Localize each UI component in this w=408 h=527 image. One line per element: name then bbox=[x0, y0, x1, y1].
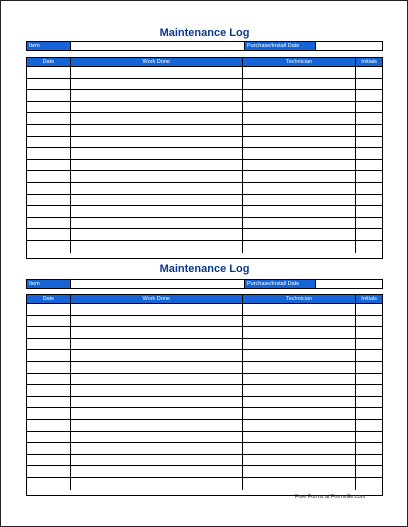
date-cell[interactable] bbox=[27, 397, 70, 408]
technician-cell[interactable] bbox=[242, 466, 355, 477]
work-done-cell[interactable] bbox=[70, 397, 242, 408]
technician-cell[interactable] bbox=[242, 316, 355, 327]
work-done-cell[interactable] bbox=[70, 339, 242, 350]
table-row bbox=[27, 241, 382, 253]
initials-cell[interactable] bbox=[355, 385, 382, 396]
technician-cell[interactable] bbox=[242, 350, 355, 361]
initials-cell[interactable] bbox=[355, 148, 382, 159]
date-cell[interactable] bbox=[27, 148, 70, 159]
item-field[interactable] bbox=[70, 280, 244, 288]
work-done-cell[interactable] bbox=[70, 466, 242, 477]
date-cell[interactable] bbox=[27, 229, 70, 240]
work-done-cell[interactable] bbox=[70, 420, 242, 431]
table-row bbox=[27, 67, 382, 79]
date-cell[interactable] bbox=[27, 195, 70, 206]
table-row bbox=[27, 432, 382, 444]
table-row bbox=[27, 113, 382, 125]
technician-cell[interactable] bbox=[242, 102, 355, 113]
technician-cell[interactable] bbox=[242, 478, 355, 490]
technician-cell[interactable] bbox=[242, 218, 355, 229]
initials-cell[interactable] bbox=[355, 79, 382, 90]
date-cell[interactable] bbox=[27, 478, 70, 490]
table-header bbox=[27, 295, 382, 304]
work-done-cell[interactable] bbox=[70, 206, 242, 217]
table-row bbox=[27, 420, 382, 432]
col-technician: Technician bbox=[242, 58, 355, 66]
item-row bbox=[26, 41, 383, 51]
initials-cell[interactable] bbox=[355, 374, 382, 385]
technician-cell[interactable] bbox=[242, 374, 355, 385]
work-done-cell[interactable] bbox=[70, 374, 242, 385]
date-cell[interactable] bbox=[27, 113, 70, 124]
col-work-done: Work Done bbox=[70, 295, 242, 303]
table-row bbox=[27, 171, 382, 183]
table-row bbox=[27, 206, 382, 218]
date-cell[interactable] bbox=[27, 206, 70, 217]
table-row bbox=[27, 374, 382, 386]
date-cell[interactable] bbox=[27, 443, 70, 454]
work-done-cell[interactable] bbox=[70, 408, 242, 419]
initials-cell[interactable] bbox=[355, 125, 382, 136]
table-row bbox=[27, 137, 382, 149]
footer-credit: Free Forms at Formville.com bbox=[295, 494, 366, 500]
table-row bbox=[27, 195, 382, 207]
col-date: Date bbox=[42, 59, 55, 65]
initials-cell[interactable] bbox=[355, 432, 382, 443]
date-cell[interactable] bbox=[27, 160, 70, 171]
table-row bbox=[27, 478, 382, 490]
table-row bbox=[27, 408, 382, 420]
initials-cell[interactable] bbox=[355, 67, 382, 78]
work-done-cell[interactable] bbox=[70, 67, 242, 78]
date-cell[interactable] bbox=[27, 241, 70, 253]
technician-cell[interactable] bbox=[242, 362, 355, 373]
technician-cell[interactable] bbox=[242, 67, 355, 78]
technician-cell[interactable] bbox=[242, 160, 355, 171]
table-row bbox=[27, 79, 382, 91]
technician-cell[interactable] bbox=[242, 148, 355, 159]
col-work-done: Work Done bbox=[70, 58, 242, 66]
date-cell[interactable] bbox=[27, 79, 70, 90]
work-done-cell[interactable] bbox=[70, 90, 242, 101]
technician-cell[interactable] bbox=[242, 79, 355, 90]
table-row bbox=[27, 316, 382, 328]
table-row bbox=[27, 125, 382, 137]
initials-cell[interactable] bbox=[355, 304, 382, 315]
initials-cell[interactable] bbox=[355, 408, 382, 419]
col-initials: Initials bbox=[355, 58, 382, 66]
table-row bbox=[27, 90, 382, 102]
technician-cell[interactable] bbox=[242, 137, 355, 148]
date-cell[interactable] bbox=[27, 350, 70, 361]
initials-cell[interactable] bbox=[355, 443, 382, 454]
date-cell[interactable] bbox=[27, 316, 70, 327]
technician-cell[interactable] bbox=[242, 241, 355, 253]
work-done-cell[interactable] bbox=[70, 443, 242, 454]
technician-cell[interactable] bbox=[242, 229, 355, 240]
initials-cell[interactable] bbox=[355, 183, 382, 194]
work-done-cell[interactable] bbox=[70, 455, 242, 466]
col-technician: Technician bbox=[242, 295, 355, 303]
technician-cell[interactable] bbox=[242, 195, 355, 206]
work-done-cell[interactable] bbox=[70, 183, 242, 194]
initials-cell[interactable] bbox=[355, 362, 382, 373]
work-done-cell[interactable] bbox=[70, 218, 242, 229]
item-label: Item bbox=[27, 42, 70, 50]
table-row bbox=[27, 443, 382, 455]
date-cell[interactable] bbox=[27, 432, 70, 443]
work-done-cell[interactable] bbox=[70, 195, 242, 206]
initials-cell[interactable] bbox=[355, 455, 382, 466]
col-date: Date bbox=[42, 296, 55, 302]
table-row bbox=[27, 339, 382, 351]
log-table bbox=[26, 294, 383, 496]
work-done-cell[interactable] bbox=[70, 316, 242, 327]
work-done-cell[interactable] bbox=[70, 113, 242, 124]
table-row bbox=[27, 160, 382, 172]
work-done-cell[interactable] bbox=[70, 304, 242, 315]
work-done-cell[interactable] bbox=[70, 350, 242, 361]
date-cell[interactable] bbox=[27, 125, 70, 136]
initials-cell[interactable] bbox=[355, 350, 382, 361]
table-row bbox=[27, 385, 382, 397]
initials-cell[interactable] bbox=[355, 195, 382, 206]
technician-cell[interactable] bbox=[242, 304, 355, 315]
technician-cell[interactable] bbox=[242, 420, 355, 431]
technician-cell[interactable] bbox=[242, 327, 355, 338]
table-row bbox=[27, 350, 382, 362]
table-header bbox=[27, 58, 382, 67]
technician-cell[interactable] bbox=[242, 90, 355, 101]
initials-cell[interactable] bbox=[355, 113, 382, 124]
initials-cell[interactable] bbox=[355, 327, 382, 338]
date-cell[interactable] bbox=[27, 137, 70, 148]
initials-cell[interactable] bbox=[355, 137, 382, 148]
purchase-date-label: Purchase/Install Date bbox=[244, 280, 315, 288]
section-title: Maintenance Log bbox=[159, 263, 250, 275]
date-cell[interactable] bbox=[27, 362, 70, 373]
work-done-cell[interactable] bbox=[70, 137, 242, 148]
initials-cell[interactable] bbox=[355, 218, 382, 229]
table-row bbox=[27, 397, 382, 409]
date-cell[interactable] bbox=[27, 90, 70, 101]
initials-cell[interactable] bbox=[355, 171, 382, 182]
work-done-cell[interactable] bbox=[70, 362, 242, 373]
work-done-cell[interactable] bbox=[70, 148, 242, 159]
work-done-cell[interactable] bbox=[70, 125, 242, 136]
initials-cell[interactable] bbox=[355, 316, 382, 327]
technician-cell[interactable] bbox=[242, 125, 355, 136]
date-cell[interactable] bbox=[27, 385, 70, 396]
table-row bbox=[27, 229, 382, 241]
work-done-cell[interactable] bbox=[70, 171, 242, 182]
initials-cell[interactable] bbox=[355, 466, 382, 477]
technician-cell[interactable] bbox=[242, 443, 355, 454]
work-done-cell[interactable] bbox=[70, 79, 242, 90]
table-row bbox=[27, 362, 382, 374]
initials-cell[interactable] bbox=[355, 397, 382, 408]
date-cell[interactable] bbox=[27, 374, 70, 385]
initials-cell[interactable] bbox=[355, 229, 382, 240]
table-row bbox=[27, 304, 382, 316]
table-row bbox=[27, 327, 382, 339]
technician-cell[interactable] bbox=[242, 113, 355, 124]
date-cell[interactable] bbox=[27, 102, 70, 113]
date-cell[interactable] bbox=[27, 327, 70, 338]
initials-cell[interactable] bbox=[355, 206, 382, 217]
item-label: Item bbox=[27, 280, 70, 288]
table-row bbox=[27, 218, 382, 230]
purchase-date-field[interactable] bbox=[315, 280, 382, 288]
date-cell[interactable] bbox=[27, 455, 70, 466]
initials-cell[interactable] bbox=[355, 90, 382, 101]
initials-cell[interactable] bbox=[355, 420, 382, 431]
work-done-cell[interactable] bbox=[70, 478, 242, 490]
initials-cell[interactable] bbox=[355, 102, 382, 113]
date-cell[interactable] bbox=[27, 408, 70, 419]
technician-cell[interactable] bbox=[242, 339, 355, 350]
purchase-date-label: Purchase/Install Date bbox=[244, 42, 315, 50]
date-cell[interactable] bbox=[27, 420, 70, 431]
technician-cell[interactable] bbox=[242, 171, 355, 182]
initials-cell[interactable] bbox=[355, 241, 382, 253]
initials-cell[interactable] bbox=[355, 339, 382, 350]
technician-cell[interactable] bbox=[242, 432, 355, 443]
technician-cell[interactable] bbox=[242, 455, 355, 466]
table-row bbox=[27, 148, 382, 160]
date-cell[interactable] bbox=[27, 466, 70, 477]
work-done-cell[interactable] bbox=[70, 241, 242, 253]
col-initials: Initials bbox=[355, 295, 382, 303]
work-done-cell[interactable] bbox=[70, 160, 242, 171]
initials-cell[interactable] bbox=[355, 160, 382, 171]
technician-cell[interactable] bbox=[242, 408, 355, 419]
technician-cell[interactable] bbox=[242, 206, 355, 217]
technician-cell[interactable] bbox=[242, 183, 355, 194]
date-cell[interactable] bbox=[27, 67, 70, 78]
date-cell[interactable] bbox=[27, 218, 70, 229]
technician-cell[interactable] bbox=[242, 385, 355, 396]
work-done-cell[interactable] bbox=[70, 385, 242, 396]
purchase-date-field[interactable] bbox=[315, 42, 382, 50]
work-done-cell[interactable] bbox=[70, 327, 242, 338]
item-field[interactable] bbox=[70, 42, 244, 50]
item-row bbox=[26, 279, 383, 289]
section-title: Maintenance Log bbox=[159, 27, 250, 39]
table-row bbox=[27, 102, 382, 114]
date-cell[interactable] bbox=[27, 171, 70, 182]
log-table bbox=[26, 57, 383, 259]
table-row bbox=[27, 455, 382, 467]
work-done-cell[interactable] bbox=[70, 229, 242, 240]
date-cell[interactable] bbox=[27, 339, 70, 350]
table-row bbox=[27, 183, 382, 195]
date-cell[interactable] bbox=[27, 183, 70, 194]
date-cell[interactable] bbox=[27, 304, 70, 315]
technician-cell[interactable] bbox=[242, 397, 355, 408]
work-done-cell[interactable] bbox=[70, 432, 242, 443]
initials-cell[interactable] bbox=[355, 478, 382, 490]
work-done-cell[interactable] bbox=[70, 102, 242, 113]
table-row bbox=[27, 466, 382, 478]
